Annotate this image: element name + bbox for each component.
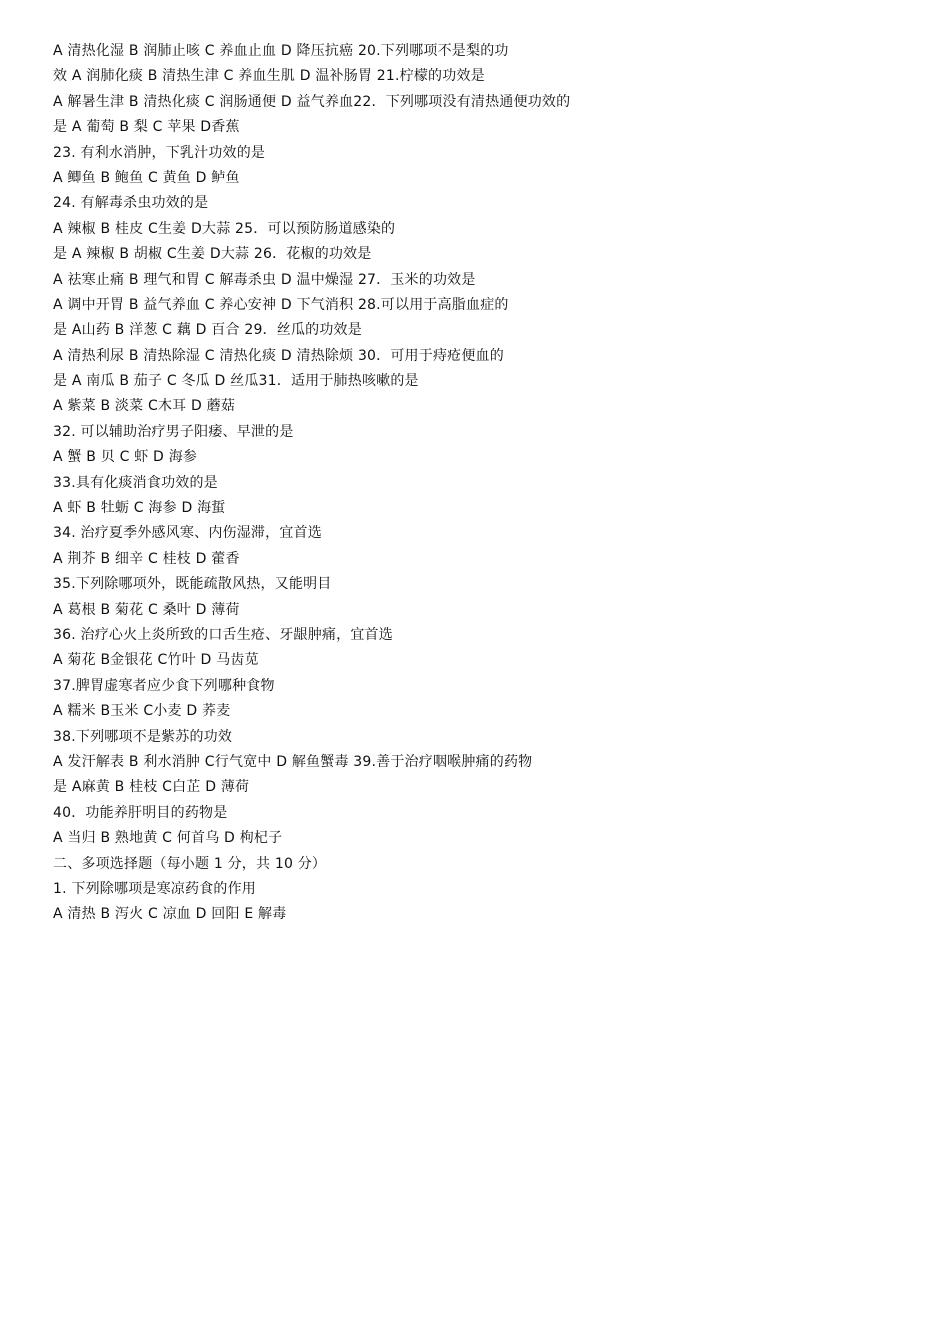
- text-line-30: 是 A麻黄 B 桂枝 C白芷 D 薄荷: [53, 779, 250, 796]
- text-line-21: A 荆芥 B 细辛 C 桂枝 D 藿香: [53, 550, 240, 567]
- text-line-32: A 当归 B 熟地黄 C 何首乌 D 枸杞子: [53, 830, 283, 847]
- text-line-26: 37.脾胃虚寒者应少食下列哪种食物: [53, 677, 275, 694]
- text-line-7: 24. 有解毒杀虫功效的是: [53, 195, 209, 212]
- text-line-18: 33.具有化痰消食功效的是: [53, 474, 218, 491]
- text-line-4: 是 A 葡萄 B 梨 C 苹果 D香蕉: [53, 119, 240, 136]
- text-line-2: 效 A 润肺化痰 B 清热生津 C 养血生肌 D 温补肠胃 21.柠檬的功效是: [53, 68, 485, 85]
- text-line-10: A 祛寒止痛 B 理气和胃 C 解毒杀虫 D 温中燥湿 27．玉米的功效是: [53, 271, 476, 288]
- text-line-9: 是 A 辣椒 B 胡椒 C生姜 D大蒜 26．花椒的功效是: [53, 246, 372, 263]
- text-line-8: A 辣椒 B 桂皮 C生姜 D大蒜 25．可以预防肠道感染的: [53, 220, 396, 237]
- text-line-5: 23. 有利水消肿，下乳汁功效的是: [53, 144, 266, 161]
- text-line-3: A 解暑生津 B 清热化痰 C 润肠通便 D 益气养血22．下列哪项没有清热通便功效的: [53, 93, 571, 110]
- text-line-15: A 紫菜 B 淡菜 C木耳 D 蘑菇: [53, 398, 236, 415]
- section-heading-multiple-choice: 二、多项选择题（每小题 1 分，共 10 分）: [53, 855, 327, 872]
- text-line-20: 34. 治疗夏季外感风寒、内伤湿滞，宜首选: [53, 525, 322, 542]
- text-line-28: 38.下列哪项不是紫苏的功效: [53, 728, 233, 745]
- text-line-29: A 发汗解表 B 利水消肿 C行气宽中 D 解鱼蟹毒 39.善于治疗咽喉肿痛的药物: [53, 753, 533, 770]
- text-line-25: A 菊花 B金银花 C竹叶 D 马齿苋: [53, 652, 259, 669]
- text-line-19: A 虾 B 牡蛎 C 海参 D 海蜇: [53, 500, 226, 517]
- text-line-24: 36. 治疗心火上炎所致的口舌生疮、牙龈肿痛，宜首选: [53, 626, 393, 643]
- text-line-17: A 蟹 B 贝 C 虾 D 海参: [53, 449, 198, 466]
- text-line-31: 40．功能养肝明目的药物是: [53, 804, 228, 821]
- text-line-1: A 清热化湿 B 润肺止咳 C 养血止血 D 降压抗癌 20.下列哪项不是梨的功: [53, 43, 509, 59]
- text-line-27: A 糯米 B玉米 C小麦 D 荞麦: [53, 703, 231, 720]
- text-line-34: 1. 下列除哪项是寒凉药食的作用: [53, 880, 257, 897]
- text-line-22: 35.下列除哪项外，既能疏散风热，又能明目: [53, 576, 332, 593]
- text-line-16: 32. 可以辅助治疗男子阳痿、早泄的是: [53, 423, 294, 440]
- text-line-6: A 鲫鱼 B 鲍鱼 C 黄鱼 D 鲈鱼: [53, 169, 240, 186]
- text-line-14: 是 A 南瓜 B 茄子 C 冬瓜 D 丝瓜31．适用于肺热咳嗽的是: [53, 373, 419, 390]
- text-line-13: A 清热利尿 B 清热除湿 C 清热化痰 D 清热除烦 30．可用于痔疮便血的: [53, 347, 504, 364]
- text-line-12: 是 A山药 B 洋葱 C 藕 D 百合 29．丝瓜的功效是: [53, 322, 362, 339]
- document-page: [53, 39, 913, 928]
- text-line-11: A 调中开胃 B 益气养血 C 养心安神 D 下气消积 28.可以用于高脂血症的: [53, 296, 509, 313]
- text-line-23: A 葛根 B 菊花 C 桑叶 D 薄荷: [53, 601, 240, 618]
- text-line-35: A 清热 B 泻火 C 凉血 D 回阳 E 解毒: [53, 906, 287, 923]
